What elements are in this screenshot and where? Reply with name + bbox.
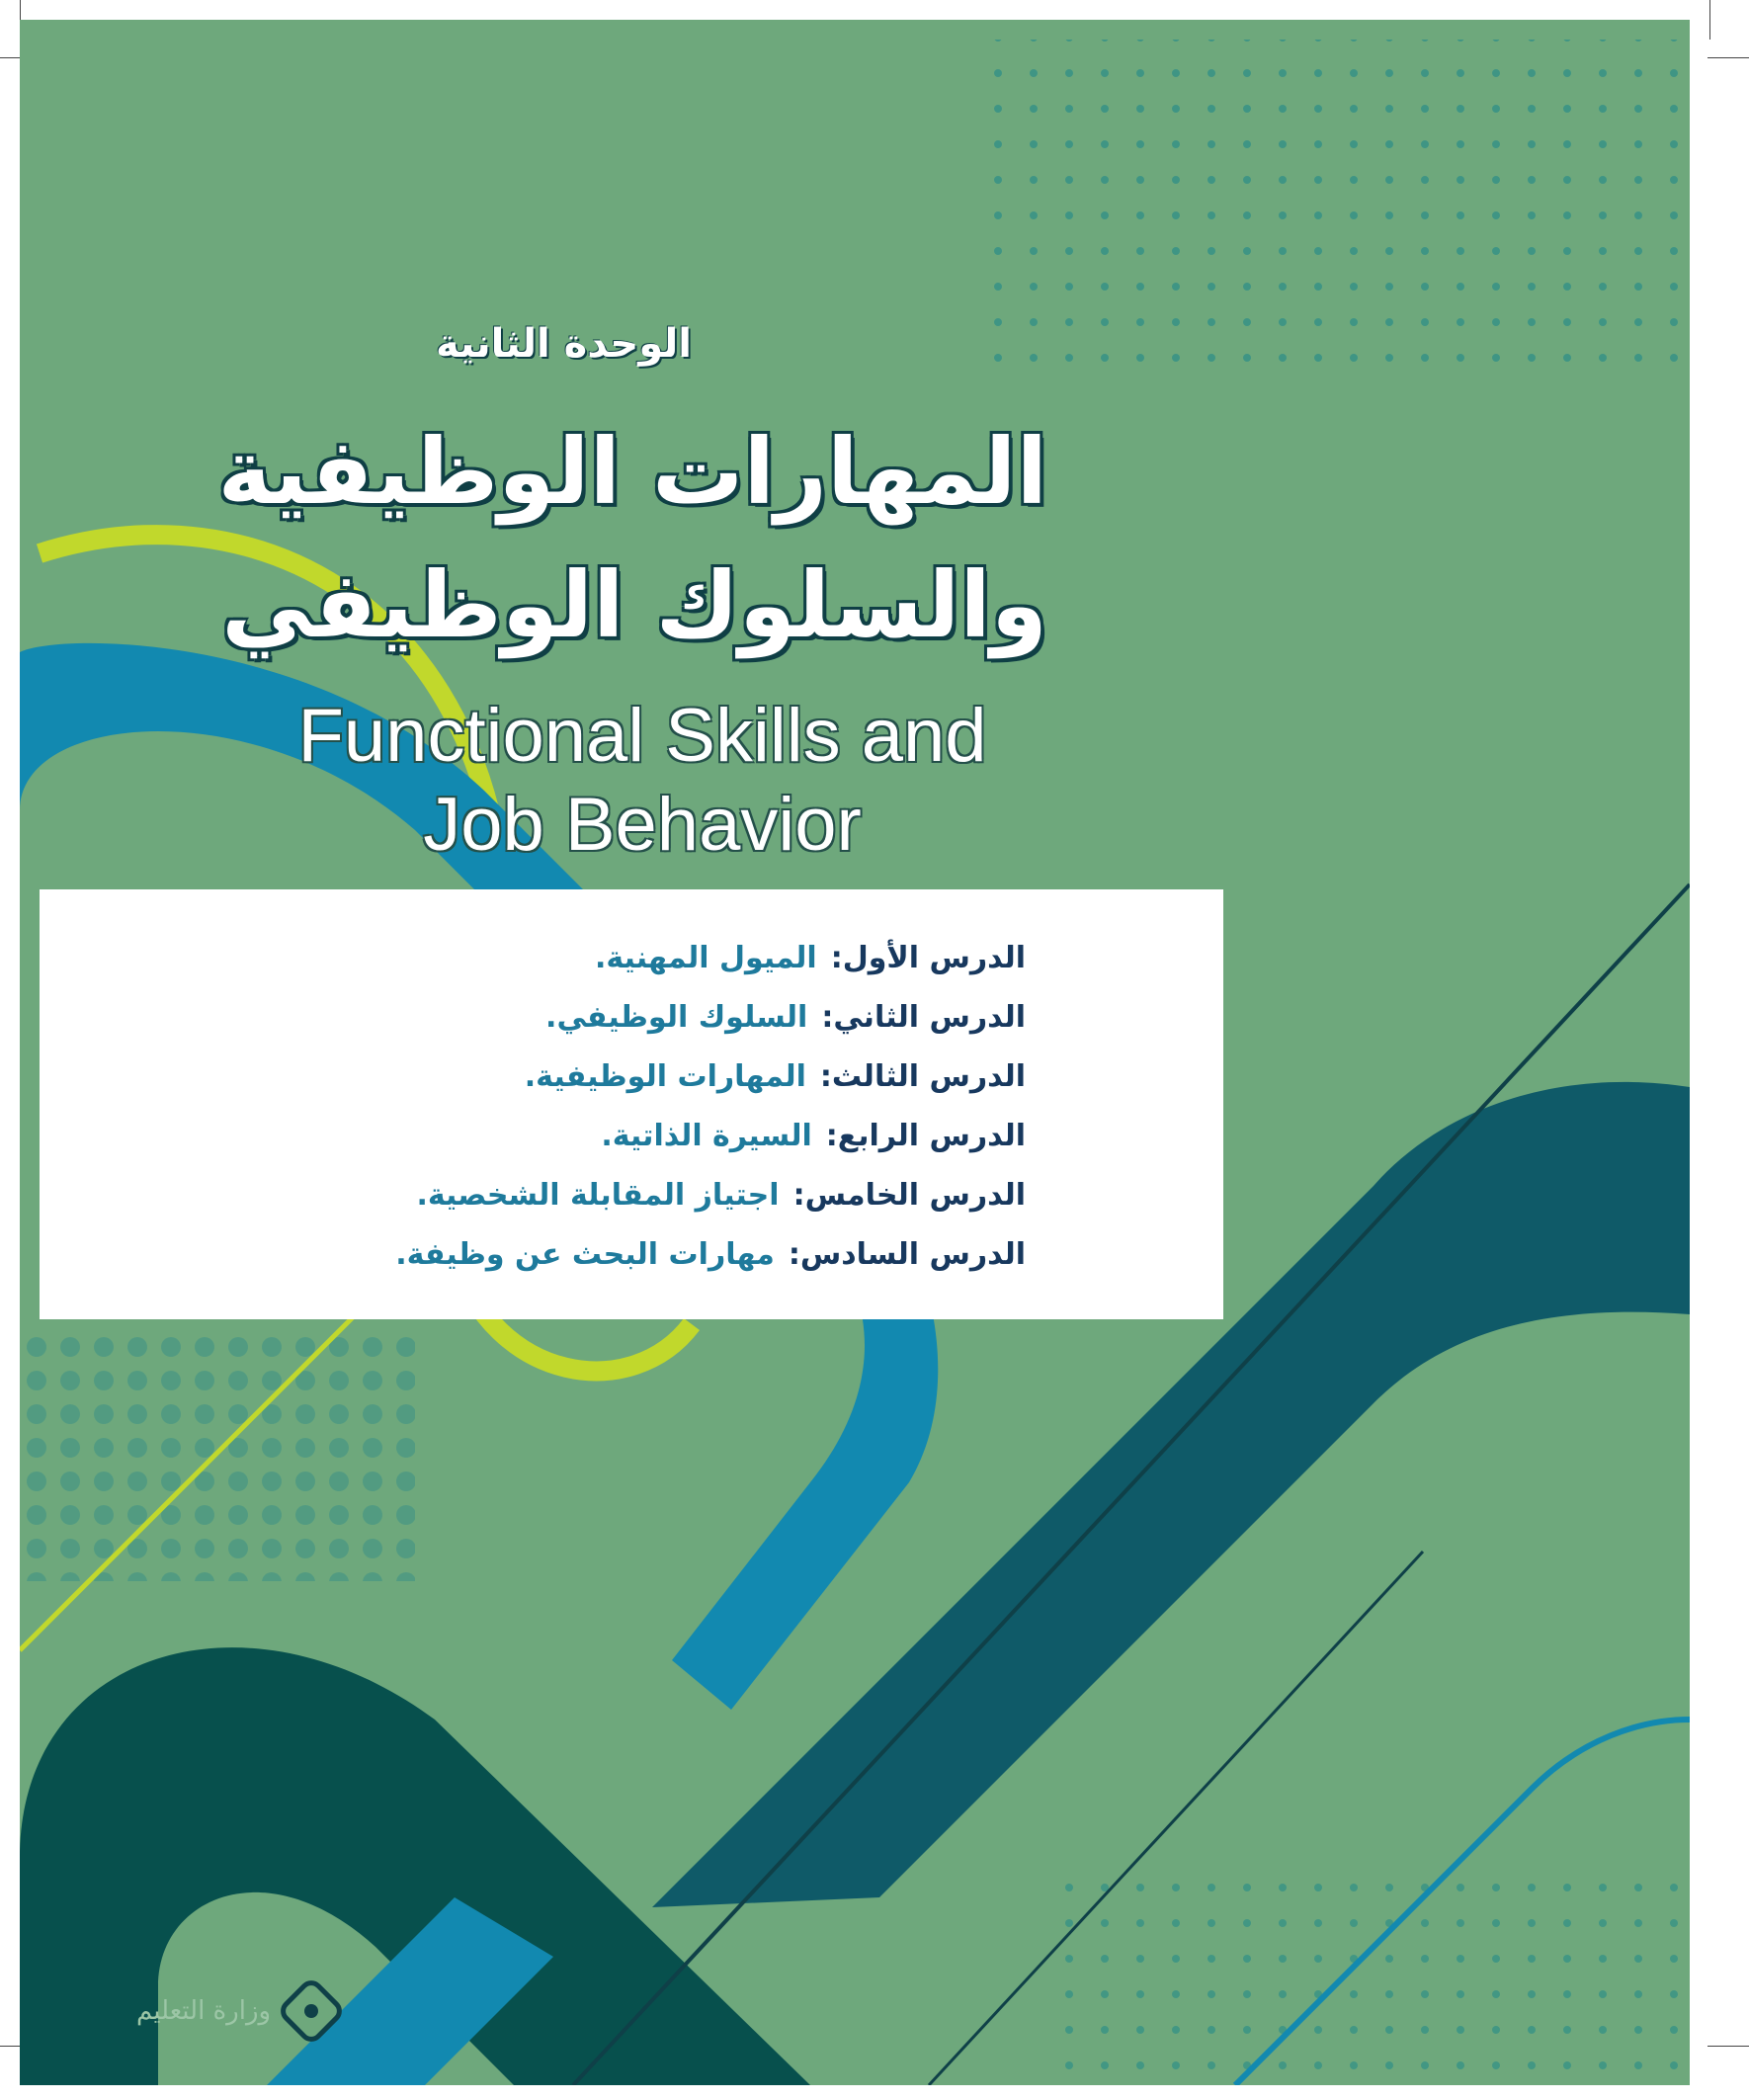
dot-pattern [1057, 1878, 1690, 2085]
english-title-line: Functional Skills and [297, 694, 987, 778]
lesson-label: الدرس السادس: [788, 1237, 1026, 1272]
lesson-item [395, 1237, 1026, 1292]
english-title [257, 692, 1028, 870]
lesson-item [525, 1059, 1026, 1114]
arabic-title-line: والسلوك الوظيفي [221, 552, 1047, 658]
arabic-title-line: المهارات الوظيفية [217, 419, 1047, 525]
lesson-title: السلوك الوظيفي. [545, 1000, 808, 1035]
crop-mark [1707, 57, 1749, 58]
lesson-label: الدرس الأول: [830, 941, 1026, 975]
lesson-label: الدرس الخامس: [792, 1178, 1026, 1213]
lesson-item [601, 1119, 1026, 1173]
lesson-item [416, 1178, 1026, 1232]
arabic-title [217, 405, 1047, 672]
lesson-title: اجتياز المقابلة الشخصية. [416, 1178, 780, 1213]
ministry-logo-icon [277, 1976, 346, 2046]
crop-mark [1707, 2046, 1749, 2047]
lesson-title: الميول المهنية. [594, 941, 817, 975]
dot-pattern [988, 40, 1680, 366]
ministry-logo-text: وزارة التعليم [136, 1996, 272, 2026]
lesson-item [545, 1000, 1026, 1054]
lesson-item [595, 941, 1026, 995]
english-title-line: Job Behavior [423, 783, 862, 867]
lesson-label: الدرس الرابع: [825, 1119, 1026, 1153]
lesson-label: الدرس الثاني: [821, 1000, 1026, 1035]
book-cover [20, 20, 1690, 2085]
lesson-title: مهارات البحث عن وظيفة. [395, 1237, 775, 1272]
unit-label: الوحدة الثانية [436, 321, 692, 367]
crop-mark [1709, 0, 1710, 40]
lesson-label: الدرس الثالث: [819, 1059, 1026, 1094]
lessons-box [40, 889, 1223, 1319]
lesson-title: السيرة الذاتية. [601, 1119, 812, 1153]
lesson-title: المهارات الوظيفية. [524, 1059, 806, 1094]
